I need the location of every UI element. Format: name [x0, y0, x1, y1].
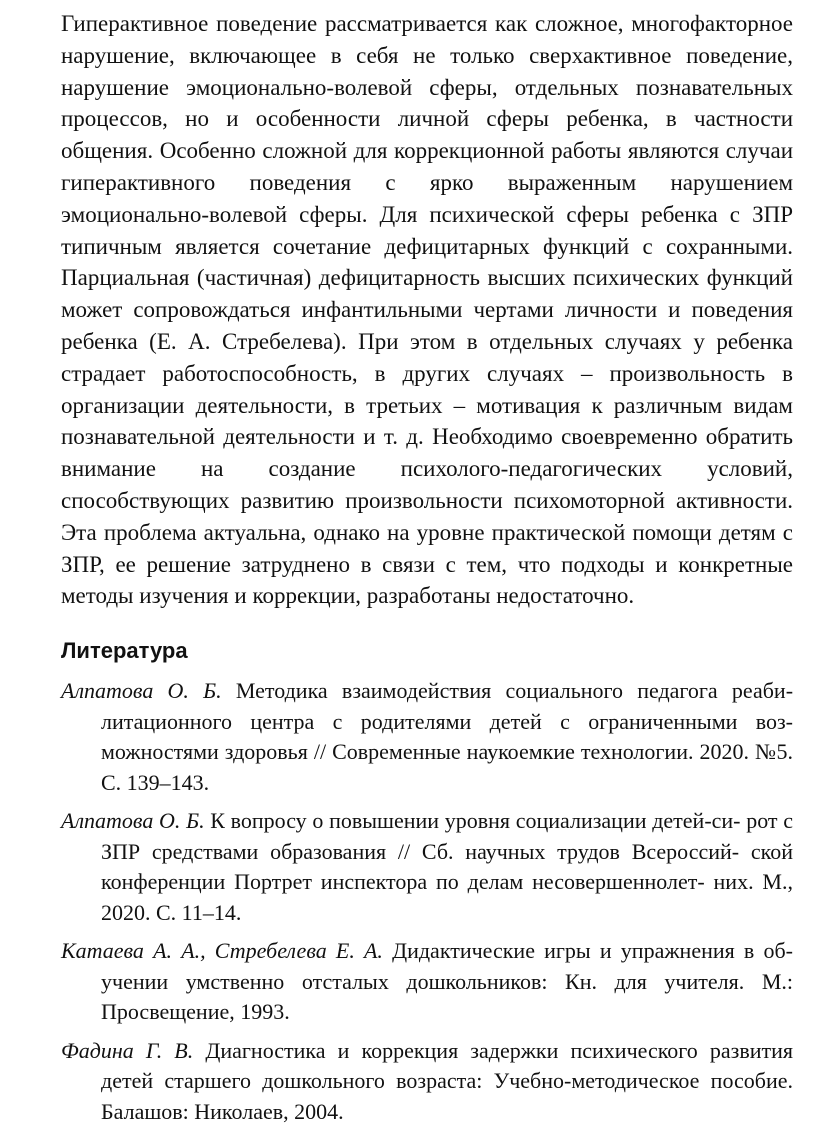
- reference-item: [61, 1036, 793, 1128]
- reference-authors: Алпатова О. Б.: [61, 678, 222, 704]
- reference-authors: Алпатова О. Б.: [61, 808, 205, 834]
- reference-item: [61, 806, 793, 928]
- references-heading: Литература: [61, 638, 188, 664]
- body-paragraph: Гиперактивное поведение рассматривается как сложное, многофакторное нарушение, включающее в себя не только сверхактивное поведение, нарушение эмоционально-волевой сферы, отдельных познавательных процессов, но и особенности личной сферы ребенка, в частности общения. Особенно сложной для коррекционной работы являются случаи гиперактивного поведения с ярко выраженным нарушением эмоционально-волевой сферы. Для психической сферы ребенка с ЗПР типичным является сочетание дефицитарных функций с сохранными. Парциальная (частичная) дефицитарность высших психических функций может сопровождаться инфантильными чертами личности и поведения ребенка (Е. А. Стребелева). При этом в отдельных случаях у ребенка страдает работоспособность, в других случаях – произвольность в организации деятельности, в третьих – мотивация к различным видам познавательной деятельности и т. д. Необходимо своевременно обратить внимание на создание психолого-педагогических условий, способствующих развитию произвольности психомоторной активности. Эта проблема актуальна, однако на уровне практической помощи детям с ЗПР, ее решение затруднено в связи с тем, что подходы и конкретные методы изучения и коррекции, разработаны недостаточно.: [61, 11, 793, 609]
- reference-text: Диагностика и коррекция задержки психического развития детей старшего дошкольного возраста: Учебно-методическое пособие. Балашов: Николаев, 2004.: [101, 1037, 793, 1124]
- reference-text: Методика взаимодействия социального педагога реабилитационного центра с родителями детей с ограниченными возможностями здоровья // Современные наукоемкие технологии. 2020. №5. С. 139–143.: [101, 678, 794, 795]
- reference-item: [61, 676, 793, 798]
- reference-authors: Фадина Г. В.: [61, 1037, 194, 1063]
- reference-text: К вопросу о повышении уровня социализации детей-си- рот с ЗПР средствами образования // Сб. научных трудов Всероссий- ской конференции Портрет инспектора по делам несовершеннолет- них. М., 2020. С. 11–14.: [101, 808, 793, 925]
- references-list: [61, 676, 793, 1127]
- document-page: [61, 8, 793, 1135]
- reference-authors: Катаева А. А., Стребелева Е. А.: [61, 938, 383, 964]
- reference-item: [61, 936, 793, 1028]
- reference-text: Дидактические игры и упражнения в обучении умственно отсталых дошкольников: Кн. для учителя. М.: Просвещение, 1993.: [101, 938, 793, 1025]
